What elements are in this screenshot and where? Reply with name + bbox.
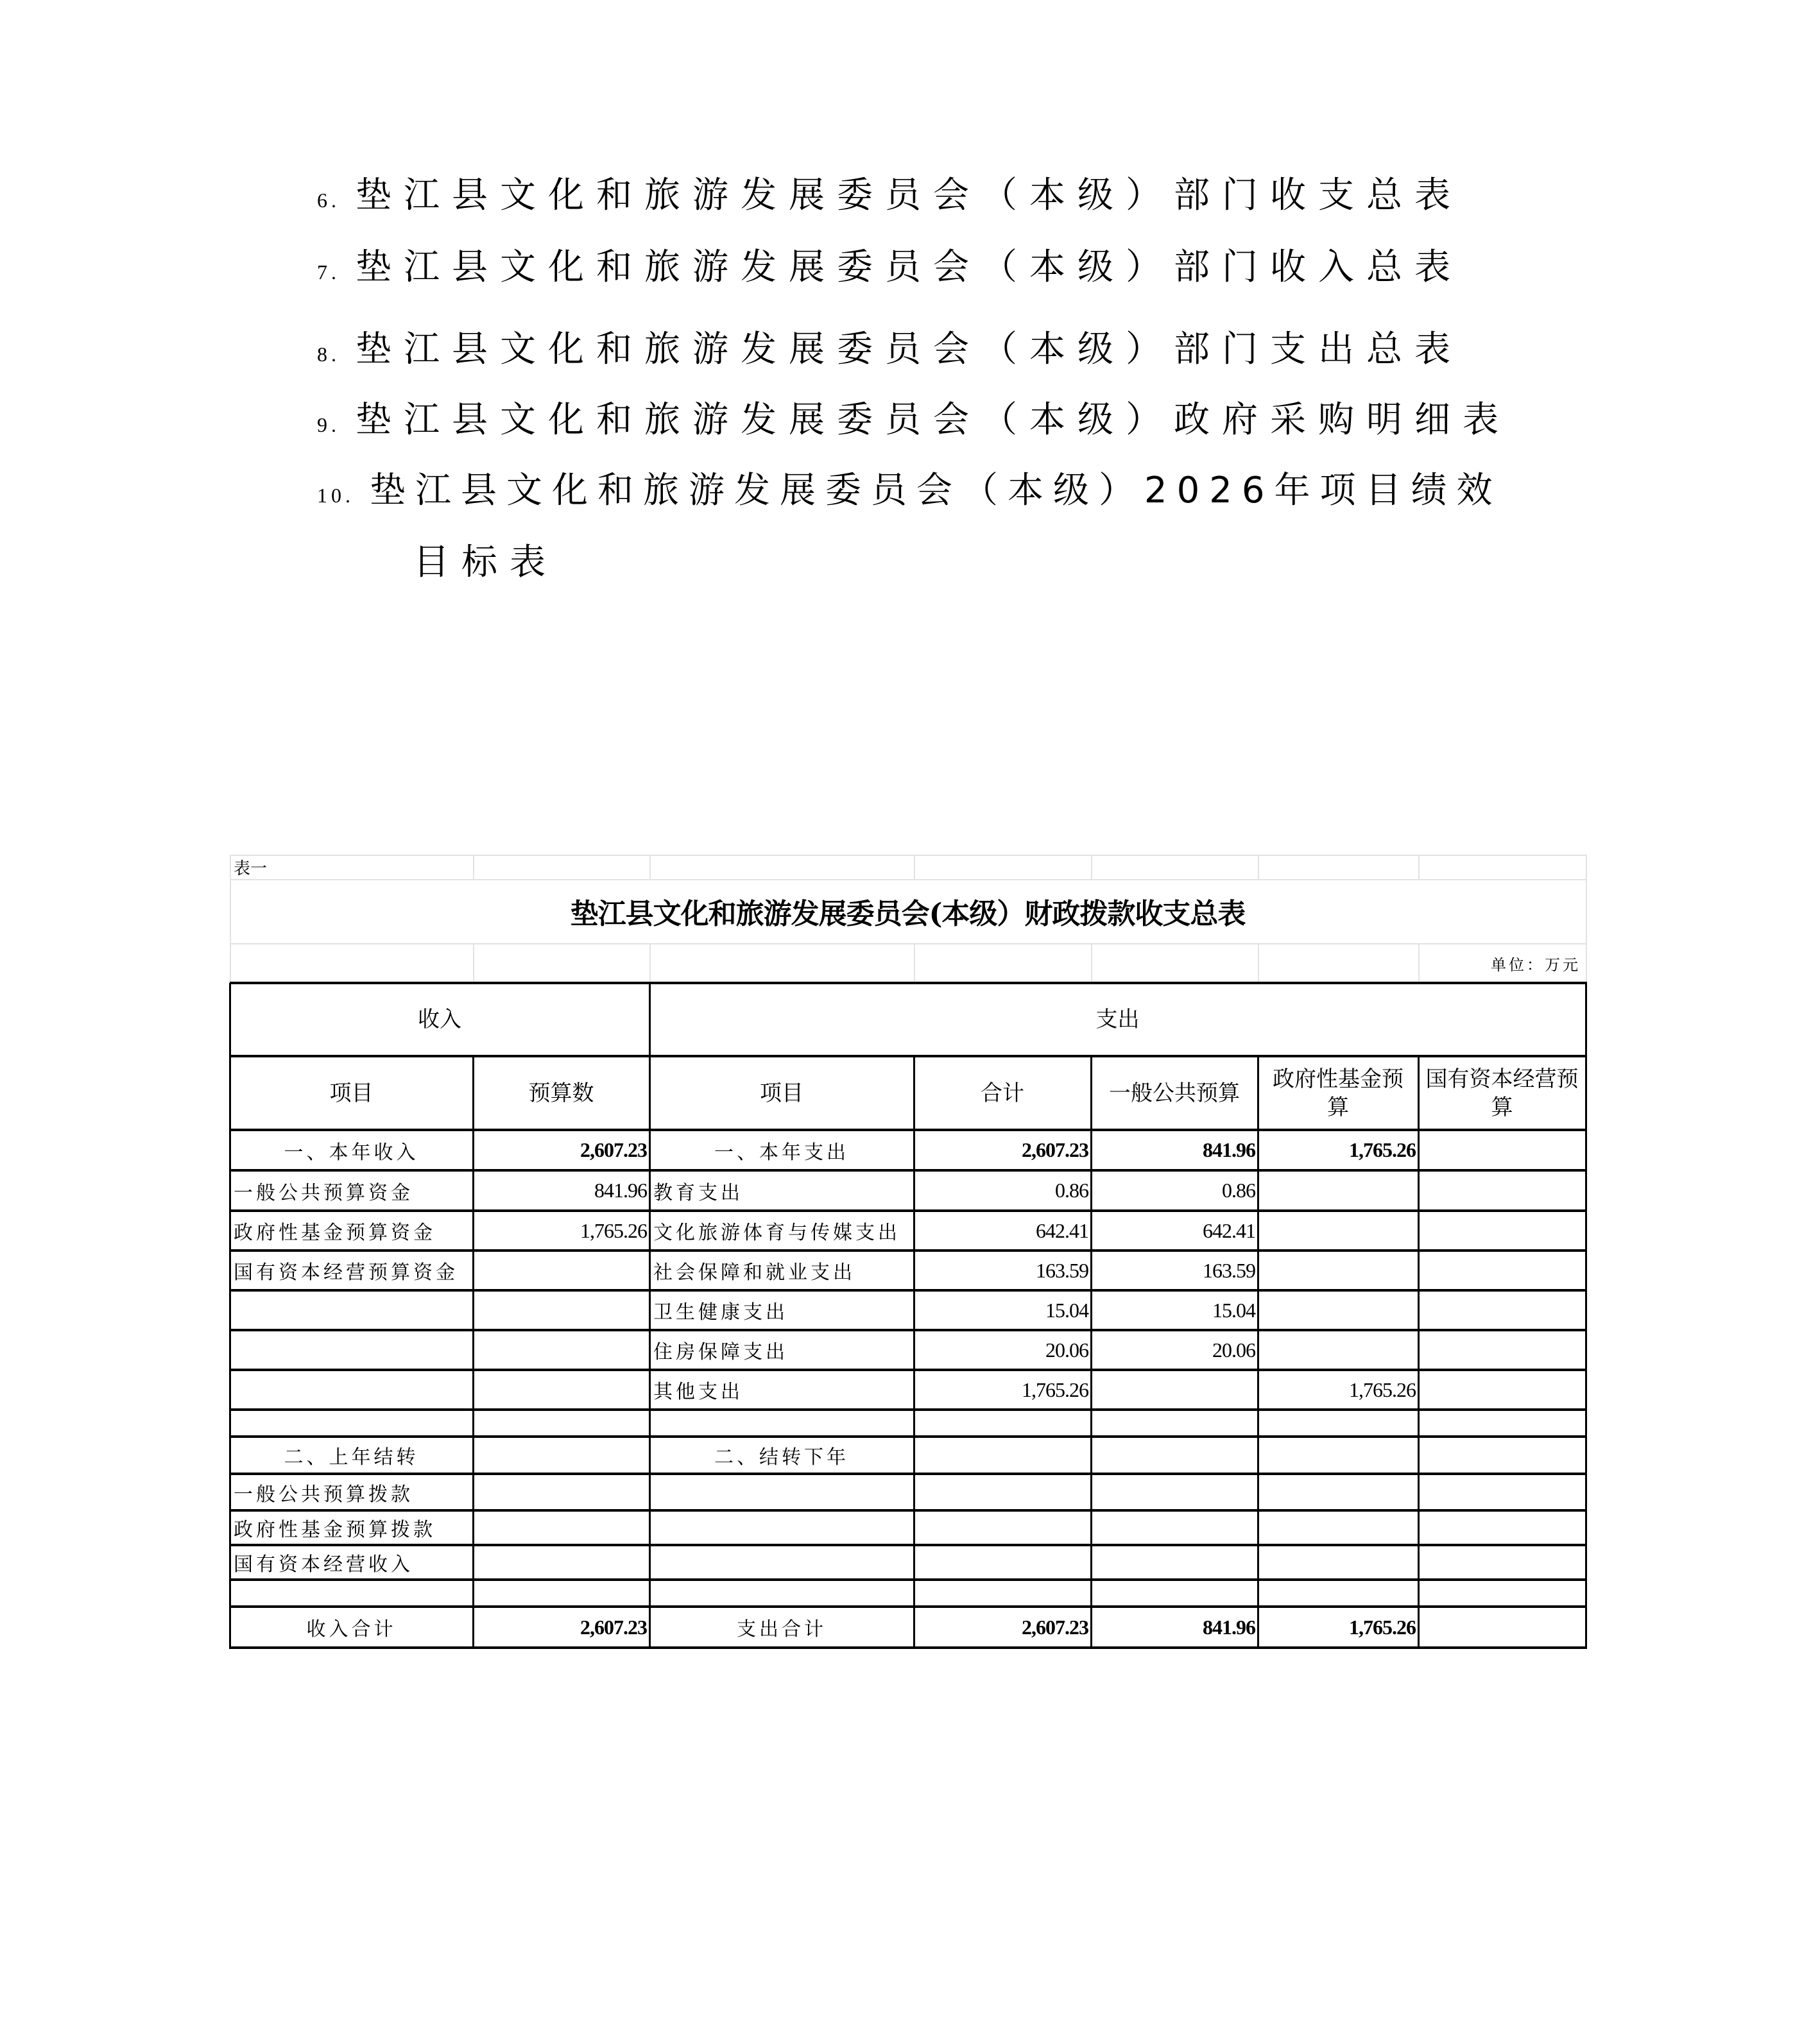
toc-item-number: 8.	[317, 343, 340, 366]
cell-general: 841.96	[1203, 1138, 1255, 1161]
cell-general	[1091, 1580, 1258, 1607]
cell-income-item: 一般公共预算资金	[234, 1181, 413, 1204]
table-border	[230, 1435, 1587, 1438]
unit-label: 单位：万元	[1491, 955, 1581, 974]
gridline	[230, 943, 231, 983]
table-row	[230, 1510, 1586, 1545]
gridline	[473, 943, 474, 983]
cell-state-capital	[1418, 1290, 1586, 1330]
cell-fund	[1258, 1170, 1418, 1211]
table-border	[649, 983, 651, 1648]
cell-total	[914, 1580, 1091, 1607]
table-row	[230, 1370, 1586, 1410]
cell-fund: 1,765.26	[1349, 1615, 1416, 1639]
cell-income-item: 收入合计	[306, 1618, 397, 1641]
table-title: 垫江县文化和旅游发展委员会(本级）财政拨款收支总表	[570, 898, 1246, 930]
cell-income-amount	[473, 1580, 649, 1607]
cell-income-item	[230, 1580, 473, 1607]
table-border	[230, 1473, 1587, 1475]
cell-expense-item: 社会保障和就业支出	[653, 1261, 855, 1284]
table-border	[1090, 1056, 1092, 1648]
cell-state-capital	[1418, 1251, 1586, 1290]
cell-fund	[1258, 1290, 1418, 1330]
table-border	[230, 1129, 1587, 1131]
cell-income-amount	[473, 1330, 649, 1370]
table-row	[230, 1170, 1586, 1211]
cell-state-capital	[1418, 1410, 1586, 1437]
gridline	[1418, 855, 1420, 879]
table-border	[230, 1329, 1587, 1331]
cell-total: 642.41	[1036, 1218, 1088, 1242]
table-border	[230, 1055, 1587, 1057]
cell-income-amount	[473, 1545, 649, 1580]
cell-expense-item	[649, 1410, 914, 1437]
cell-general: 15.04	[1212, 1298, 1255, 1322]
cell-total: 2,607.23	[1022, 1615, 1088, 1639]
cell-fund	[1258, 1410, 1418, 1437]
toc-item-text: 垫江县文化和旅游发展委员会（本级）政府采购明细表	[356, 399, 1511, 441]
cell-income-amount: 1,765.26	[580, 1218, 647, 1242]
cell-general: 20.06	[1212, 1338, 1255, 1362]
cell-total	[914, 1474, 1091, 1510]
table-border	[1585, 983, 1587, 1649]
cell-income-item: 政府性基金预算资金	[234, 1222, 436, 1244]
cell-income-item: 一般公共预算拨款	[234, 1483, 413, 1506]
toc-item-number: 6.	[317, 189, 340, 212]
toc-item-number: 9.	[317, 413, 340, 436]
table-border	[230, 1249, 1587, 1252]
cell-fund	[1258, 1580, 1418, 1607]
cell-income-item: 国有资本经营预算资金	[234, 1261, 458, 1284]
cell-state-capital	[1418, 1474, 1586, 1510]
cell-fund	[1258, 1545, 1418, 1580]
cell-expense-item	[649, 1580, 914, 1607]
cell-income-item: 一、本年收入	[284, 1141, 419, 1164]
cell-general: 642.41	[1203, 1218, 1255, 1242]
cell-general	[1091, 1370, 1258, 1410]
cell-income-amount	[473, 1370, 649, 1410]
cell-expense-item	[649, 1545, 914, 1580]
cell-expense-item: 卫生健康支出	[653, 1301, 788, 1324]
cell-income-amount	[473, 1410, 649, 1437]
column-header-fund-budget: 政府性基金预算	[1273, 1066, 1404, 1120]
table-border	[230, 1544, 1587, 1546]
cell-expense-item	[649, 1474, 914, 1510]
cell-fund	[1258, 1437, 1418, 1474]
cell-fund: 1,765.26	[1349, 1378, 1416, 1401]
cell-expense-item: 支出合计	[737, 1618, 827, 1641]
table-row	[230, 1130, 1586, 1170]
table-border	[230, 1209, 1587, 1212]
toc-item-number: 7.	[317, 260, 340, 284]
table-border	[230, 1605, 1587, 1608]
table-border	[230, 1289, 1587, 1292]
cell-expense-item: 教育支出	[653, 1181, 743, 1204]
cell-total: 2,607.23	[1022, 1138, 1088, 1161]
gridline	[1586, 943, 1587, 983]
gridline	[649, 943, 651, 983]
toc-item-text: 垫江县文化和旅游发展委员会（本级）2026年项目绩效	[370, 470, 1502, 511]
cell-state-capital	[1418, 1580, 1586, 1607]
cell-fund	[1258, 1251, 1418, 1290]
cell-income-amount	[473, 1474, 649, 1510]
cell-fund	[1258, 1510, 1418, 1545]
table-row	[230, 1474, 1586, 1510]
cell-general	[1091, 1510, 1258, 1545]
gridline	[649, 855, 651, 879]
cell-total: 0.86	[1055, 1179, 1088, 1202]
table-row	[230, 1290, 1586, 1330]
cell-fund	[1258, 1211, 1418, 1251]
cell-total: 1,765.26	[1022, 1378, 1088, 1401]
cell-total	[914, 1510, 1091, 1545]
gridline	[1091, 855, 1092, 879]
cell-general: 163.59	[1203, 1258, 1255, 1282]
cell-state-capital	[1418, 1510, 1586, 1545]
gridline	[914, 943, 915, 983]
cell-state-capital	[1418, 1545, 1586, 1580]
cell-total: 163.59	[1036, 1258, 1088, 1282]
table-border	[230, 1646, 1587, 1649]
gridline	[473, 855, 474, 879]
cell-fund: 1,765.26	[1349, 1138, 1416, 1161]
cell-income-item	[230, 1290, 473, 1330]
cell-total: 15.04	[1045, 1298, 1088, 1322]
cell-expense-item: 其他支出	[653, 1381, 743, 1403]
table-border	[1257, 1056, 1259, 1648]
table-row	[230, 1580, 1586, 1607]
cell-fund	[1258, 1474, 1418, 1510]
toc-item-text: 垫江县文化和旅游发展委员会（本级）部门收支总表	[356, 175, 1463, 216]
table-border	[913, 1056, 915, 1648]
group-header-income: 收入	[418, 1007, 461, 1032]
toc-item-continuation: 目标表	[413, 542, 558, 583]
table-border	[230, 1509, 1587, 1512]
toc-item	[317, 327, 1463, 377]
group-header-expense: 支出	[1095, 1007, 1140, 1032]
table-border	[230, 1408, 1587, 1411]
cell-total: 20.06	[1045, 1338, 1088, 1362]
table-row	[230, 1251, 1586, 1290]
table-row	[230, 1437, 1586, 1474]
cell-income-amount: 2,607.23	[580, 1138, 647, 1161]
gridline	[1586, 879, 1587, 943]
sheet-label: 表一	[234, 858, 268, 878]
cell-income-amount: 841.96	[594, 1179, 647, 1202]
cell-income-item: 国有资本经营收入	[234, 1553, 413, 1576]
toc-item	[317, 398, 1511, 447]
cell-income-amount: 2,607.23	[580, 1615, 647, 1639]
toc-item-text: 垫江县文化和旅游发展委员会（本级）部门收入总表	[356, 246, 1463, 288]
cell-state-capital	[1418, 1330, 1586, 1370]
cell-fund	[1258, 1330, 1418, 1370]
cell-general	[1091, 1474, 1258, 1510]
cell-income-amount	[473, 1251, 649, 1290]
cell-total	[914, 1545, 1091, 1580]
gridline	[1258, 855, 1259, 879]
table-border	[230, 1369, 1587, 1371]
table-border	[230, 1578, 1587, 1581]
cell-general	[1091, 1545, 1258, 1580]
toc-item	[317, 245, 1463, 295]
column-header-total: 合计	[981, 1080, 1024, 1106]
cell-expense-item: 住房保障支出	[653, 1341, 788, 1363]
cell-general: 841.96	[1203, 1615, 1255, 1639]
cell-general: 0.86	[1222, 1179, 1255, 1202]
cell-income-item: 二、上年结转	[284, 1446, 419, 1469]
cell-income-item	[230, 1330, 473, 1370]
gridline	[1586, 855, 1587, 879]
toc-item	[317, 468, 1502, 518]
table-border	[472, 1056, 474, 1648]
column-header-expense-item: 项目	[760, 1080, 803, 1106]
gridline	[914, 855, 915, 879]
toc-item-text: 垫江县文化和旅游发展委员会（本级）部门支出总表	[356, 329, 1463, 370]
cell-income-item: 政府性基金预算拨款	[234, 1519, 436, 1541]
cell-total	[914, 1437, 1091, 1474]
cell-state-capital	[1418, 1170, 1586, 1211]
table-border	[230, 982, 1587, 984]
cell-expense-item	[649, 1510, 914, 1545]
table-row	[230, 1330, 1586, 1370]
cell-expense-item: 二、结转下年	[714, 1446, 849, 1469]
cell-income-amount	[473, 1437, 649, 1474]
cell-income-amount	[473, 1290, 649, 1330]
cell-income-item	[230, 1410, 473, 1437]
cell-total	[914, 1410, 1091, 1437]
column-header-budget-amount: 预算数	[528, 1080, 594, 1106]
cell-state-capital	[1418, 1370, 1586, 1410]
column-header-income-item: 项目	[329, 1080, 373, 1106]
column-header-state-capital-budget: 国有资本经营预算	[1425, 1066, 1579, 1120]
cell-general	[1091, 1437, 1258, 1474]
cell-expense-item: 文化旅游体育与传媒支出	[653, 1222, 900, 1244]
cell-state-capital	[1418, 1437, 1586, 1474]
cell-income-item	[230, 1370, 473, 1410]
cell-expense-item: 一、本年支出	[714, 1141, 849, 1164]
table-border	[229, 983, 231, 1649]
table-row	[230, 1410, 1586, 1437]
toc-item	[317, 173, 1463, 223]
table-border	[230, 1169, 1587, 1172]
table-border	[1418, 1056, 1420, 1648]
cell-income-amount	[473, 1510, 649, 1545]
column-header-general-budget: 一般公共预算	[1109, 1080, 1240, 1106]
toc-item-number: 10.	[317, 484, 354, 507]
cell-state-capital	[1418, 1607, 1586, 1648]
table-row	[230, 1607, 1586, 1648]
gridline	[1091, 943, 1092, 983]
cell-state-capital	[1418, 1130, 1586, 1170]
table-row	[230, 1211, 1586, 1251]
cell-general	[1091, 1410, 1258, 1437]
cell-state-capital	[1418, 1211, 1586, 1251]
table-row	[230, 1545, 1586, 1580]
